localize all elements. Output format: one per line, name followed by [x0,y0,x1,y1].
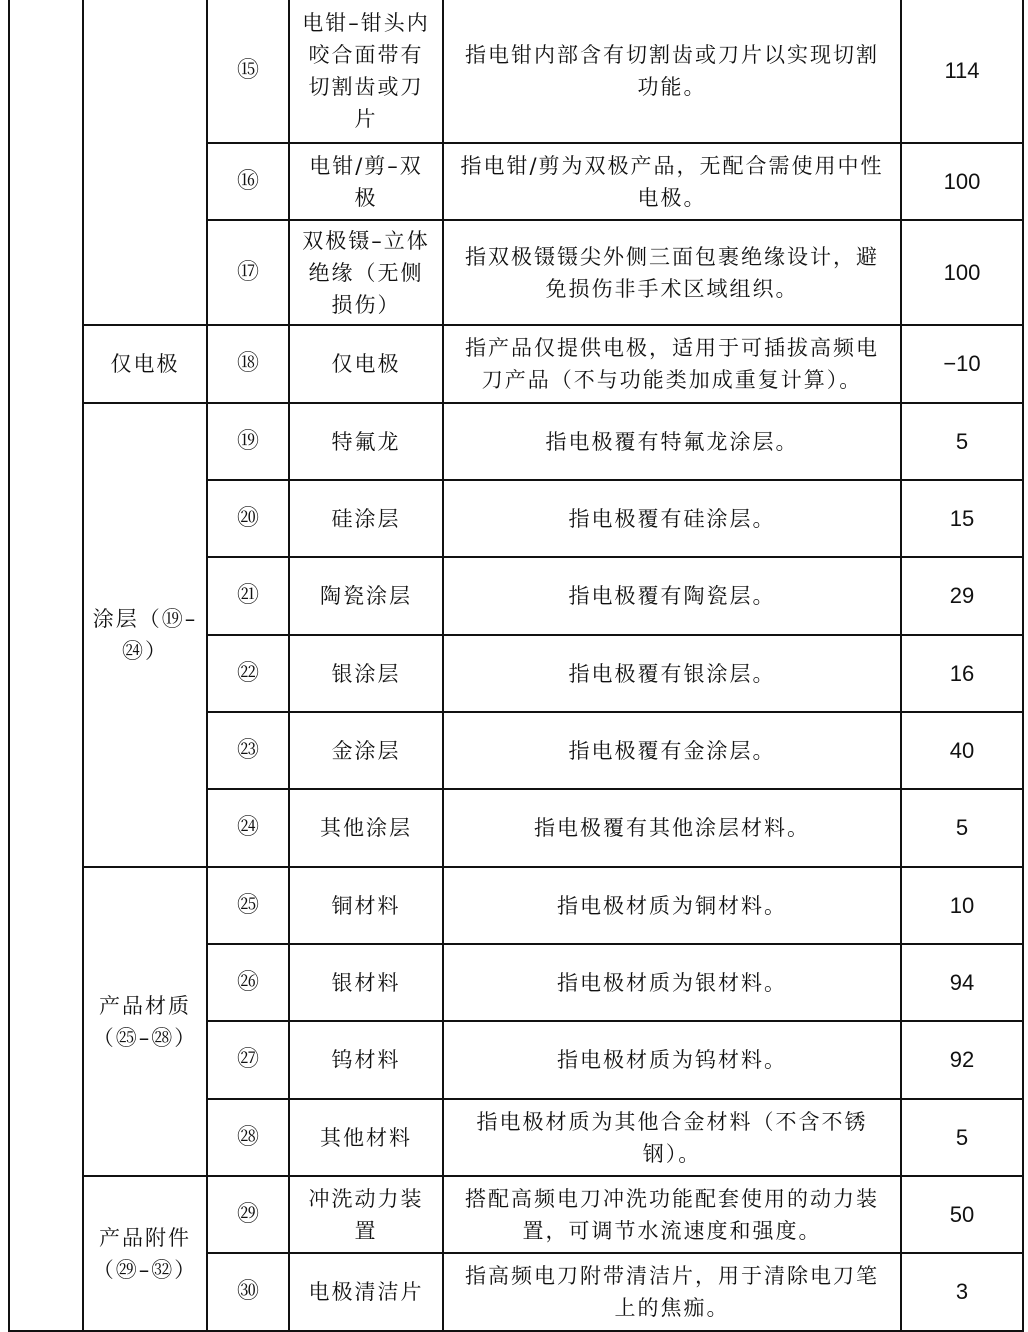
item-name: 银涂层 [289,635,443,712]
item-value: −10 [901,325,1023,403]
item-description: 指电极材质为其他合金材料（不含不锈钢）。 [443,1099,901,1176]
item-description: 指电极覆有其他涂层材料。 [443,789,901,867]
item-value: 40 [901,712,1023,789]
item-value: 50 [901,1176,1023,1253]
item-description: 指电钳内部含有切割齿或刀片以实现切割功能。 [443,0,901,143]
item-number: ㉗ [207,1021,289,1099]
item-number: ㉔ [207,789,289,867]
item-name: 电钳–钳头内咬合面带有切割齿或刀片 [289,0,443,143]
item-name: 双极镊–立体绝缘（无侧损伤） [289,220,443,325]
item-description: 指电极覆有金涂层。 [443,712,901,789]
scoring-table [8,0,1024,1332]
item-value: 10 [901,867,1023,944]
item-name: 硅涂层 [289,480,443,557]
item-number: ⑲ [207,403,289,480]
item-number: ⑯ [207,143,289,220]
item-name: 金涂层 [289,712,443,789]
item-description: 指电钳/剪为双极产品，无配合需使用中性电极。 [443,143,901,220]
item-number: ㉚ [207,1253,289,1331]
item-value: 15 [901,480,1023,557]
group-label-electrode-only: 仅电极 [83,325,207,403]
item-value: 100 [901,220,1023,325]
item-name: 铜材料 [289,867,443,944]
item-name: 其他材料 [289,1099,443,1176]
item-name: 其他涂层 [289,789,443,867]
item-value: 114 [901,0,1023,143]
group-label-accessory: 产品附件（㉙–㉜） [83,1176,207,1331]
item-value: 3 [901,1253,1023,1331]
item-number: ㉒ [207,635,289,712]
item-description: 指电极材质为钨材料。 [443,1021,901,1099]
item-value: 29 [901,557,1023,635]
item-name: 仅电极 [289,325,443,403]
group-label-coating: 涂层（⑲–㉔） [83,403,207,867]
item-number: ⑱ [207,325,289,403]
item-description: 指电极材质为银材料。 [443,944,901,1021]
item-number: ㉙ [207,1176,289,1253]
group-label-material: 产品材质（㉕–㉘） [83,867,207,1176]
group-cell-empty [83,0,207,325]
item-number: ⑰ [207,220,289,325]
item-number: ⑮ [207,0,289,143]
item-description: 指双极镊镊尖外侧三面包裹绝缘设计，避免损伤非手术区域组织。 [443,220,901,325]
item-value: 16 [901,635,1023,712]
table-row [9,403,1023,480]
item-number: ㉖ [207,944,289,1021]
item-value: 94 [901,944,1023,1021]
table-row [9,0,1023,143]
item-name: 陶瓷涂层 [289,557,443,635]
table-row [9,1176,1023,1253]
item-name: 电极清洁片 [289,1253,443,1331]
item-description: 指电极覆有硅涂层。 [443,480,901,557]
item-name: 银材料 [289,944,443,1021]
item-description: 指电极材质为铜材料。 [443,867,901,944]
item-value: 92 [901,1021,1023,1099]
item-value: 5 [901,789,1023,867]
item-description: 搭配高频电刀冲洗功能配套使用的动力装置，可调节水流速度和强度。 [443,1176,901,1253]
item-number: ⑳ [207,480,289,557]
item-value: 5 [901,1099,1023,1176]
item-description: 指产品仅提供电极，适用于可插拔高频电刀产品（不与功能类加成重复计算）。 [443,325,901,403]
category-cell [9,0,83,1331]
item-description: 指电极覆有陶瓷层。 [443,557,901,635]
item-number: ㉓ [207,712,289,789]
item-number: ㉘ [207,1099,289,1176]
item-description: 指电极覆有特氟龙涂层。 [443,403,901,480]
item-value: 5 [901,403,1023,480]
item-name: 特氟龙 [289,403,443,480]
item-description: 指电极覆有银涂层。 [443,635,901,712]
table-row [9,867,1023,944]
item-number: ㉕ [207,867,289,944]
item-name: 电钳/剪–双极 [289,143,443,220]
item-name: 冲洗动力装置 [289,1176,443,1253]
item-name: 钨材料 [289,1021,443,1099]
item-value: 100 [901,143,1023,220]
item-number: ㉑ [207,557,289,635]
table-row [9,325,1023,403]
item-description: 指高频电刀附带清洁片，用于清除电刀笔上的焦痂。 [443,1253,901,1331]
